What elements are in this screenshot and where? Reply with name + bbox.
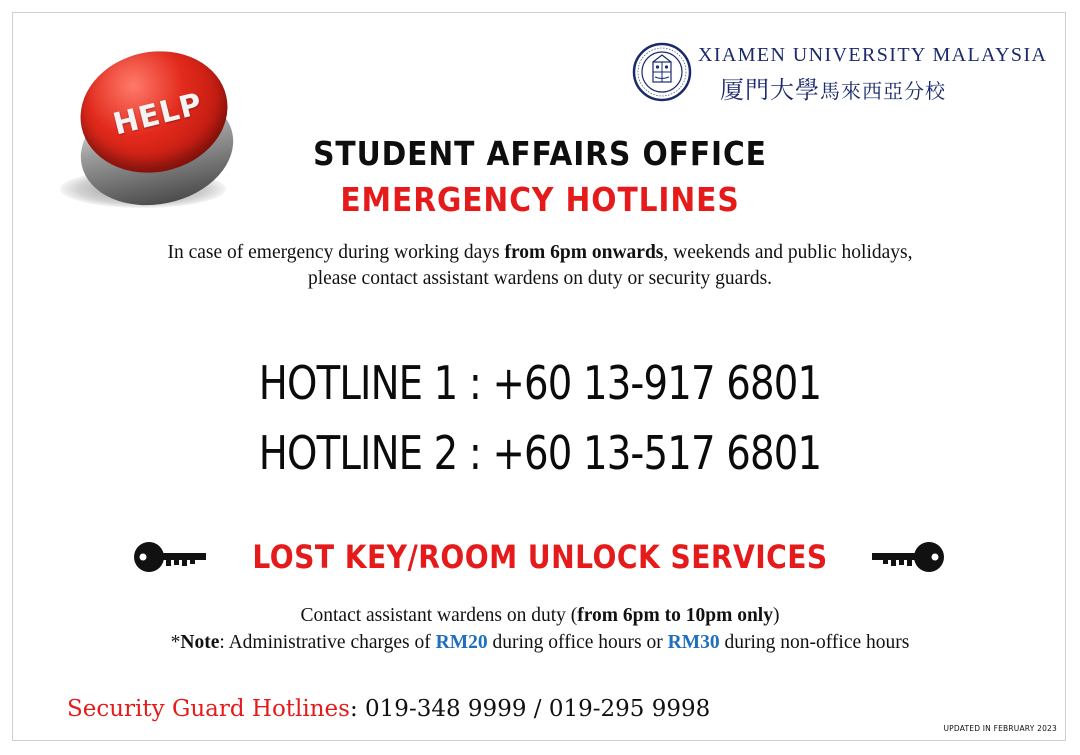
- charge-office-hours: RM20: [435, 632, 488, 653]
- intro-paragraph: [0, 240, 1080, 292]
- university-name-en: XIAMEN UNIVERSITY MALAYSIA: [698, 44, 1048, 66]
- security-guard-hotlines: [67, 696, 710, 722]
- note-text-1: : Administrative charges of: [219, 632, 436, 653]
- intro-text-line2: please contact assistant wardens on duty or security guards.: [307, 268, 773, 289]
- university-logo: [632, 42, 1048, 104]
- university-seal-icon: [632, 42, 692, 102]
- note-text-3: during non-office hours: [719, 632, 910, 653]
- university-name-zh-sub: 馬來西亞分校: [820, 79, 946, 103]
- intro-bold-time: from 6pm onwards: [504, 242, 664, 263]
- university-name-zh: [720, 70, 946, 105]
- lost-key-details: [0, 602, 1080, 656]
- office-title: STUDENT AFFAIRS OFFICE: [313, 134, 767, 173]
- charge-non-office-hours: RM30: [667, 632, 720, 653]
- contact-prefix: Contact assistant wardens on duty (: [300, 605, 578, 626]
- lost-key-title: LOST KEY/ROOM UNLOCK SERVICES: [252, 538, 828, 576]
- hotline-2: HOTLINE 2 : +60 13-517 6801: [258, 426, 822, 480]
- emergency-hotlines-title: EMERGENCY HOTLINES: [340, 180, 740, 219]
- hotline-1: HOTLINE 1 : +60 13-917 6801: [258, 356, 822, 410]
- note-star: *: [170, 632, 181, 653]
- updated-date: UPDATED IN FEBRUARY 2023: [943, 724, 1057, 733]
- note-label: Note: [180, 632, 220, 653]
- contact-hours: from 6pm to 10pm only: [577, 605, 773, 626]
- help-button-label: HELP: [109, 86, 207, 143]
- note-text-2: during office hours or: [487, 632, 668, 653]
- intro-text-part2: , weekends and public holidays,: [663, 242, 913, 263]
- contact-suffix: ): [772, 605, 780, 626]
- security-guard-label: Security Guard Hotlines: [67, 696, 350, 722]
- security-guard-numbers: : 019-348 9999 / 019-295 9998: [349, 696, 711, 722]
- key-icon: [870, 538, 946, 576]
- intro-text-part1: In case of emergency during working days: [167, 242, 505, 263]
- university-name-zh-main: 厦門大學: [720, 76, 820, 104]
